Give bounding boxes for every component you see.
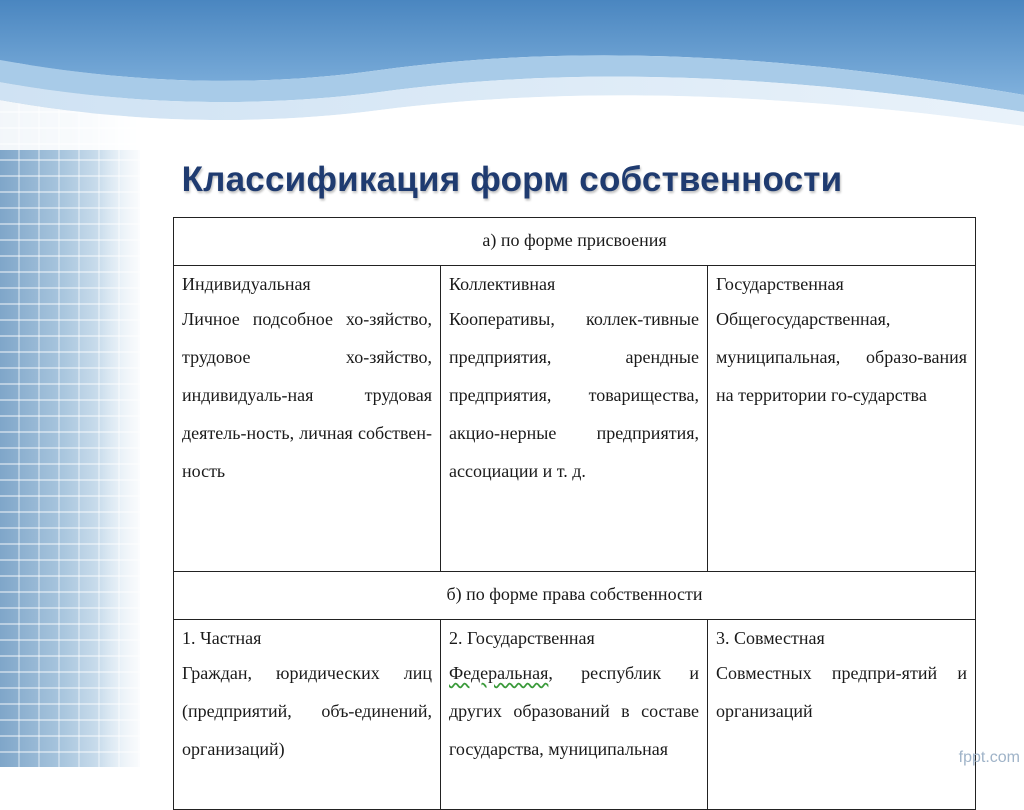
cell-title: Государственная bbox=[716, 274, 844, 294]
table-row bbox=[174, 620, 976, 810]
cell-private bbox=[174, 620, 441, 810]
table-row bbox=[174, 266, 976, 572]
cell-body-rest: , республик и других образований в составе государства, муниципальная bbox=[449, 663, 699, 759]
section-header-appropriation: а) по форме присвоения bbox=[174, 218, 976, 266]
cell-body: Кооперативы, коллек-тивные предприятия, арендные предприятия, товарищества, акцио-нерные предприятия, ассоциации и т. д. bbox=[449, 309, 699, 481]
cell-body: Общегосударственная, муниципальная, образо-вания на территории го-сударства bbox=[716, 309, 967, 405]
cell-state-ownership bbox=[441, 620, 708, 810]
cell-body bbox=[449, 654, 699, 768]
cell-title: 3. Совместная bbox=[716, 628, 825, 648]
section-header-ownership-right: б) по форме права собственности bbox=[174, 572, 976, 620]
cell-body: Граждан, юридических лиц (предприятий, объ-единений, организаций) bbox=[182, 663, 432, 759]
classification-table bbox=[173, 217, 976, 810]
section-row-b bbox=[174, 572, 976, 620]
cell-title: Индивидуальная bbox=[182, 274, 311, 294]
spellcheck-underlined-word: Федеральная bbox=[449, 663, 549, 683]
watermark-text: fppt.com bbox=[958, 749, 1020, 766]
cell-title: 2. Государственная bbox=[449, 628, 595, 648]
section-row-a bbox=[174, 218, 976, 266]
cell-individual bbox=[174, 266, 441, 572]
page-title: Классификация форм собственности bbox=[181, 160, 843, 199]
cell-title: Коллективная bbox=[449, 274, 556, 294]
header-wave-decoration bbox=[0, 0, 1024, 150]
cell-joint bbox=[708, 620, 976, 810]
cell-state bbox=[708, 266, 976, 572]
cell-title: 1. Частная bbox=[182, 628, 262, 648]
cell-collective bbox=[441, 266, 708, 572]
cell-body: Личное подсобное хо-зяйство, трудовое хо-зяйство, индивидуаль-ная трудовая деятель-ность, личная собствен-ность bbox=[182, 309, 432, 481]
cell-body: Совместных предпри-ятий и организаций bbox=[716, 663, 967, 721]
